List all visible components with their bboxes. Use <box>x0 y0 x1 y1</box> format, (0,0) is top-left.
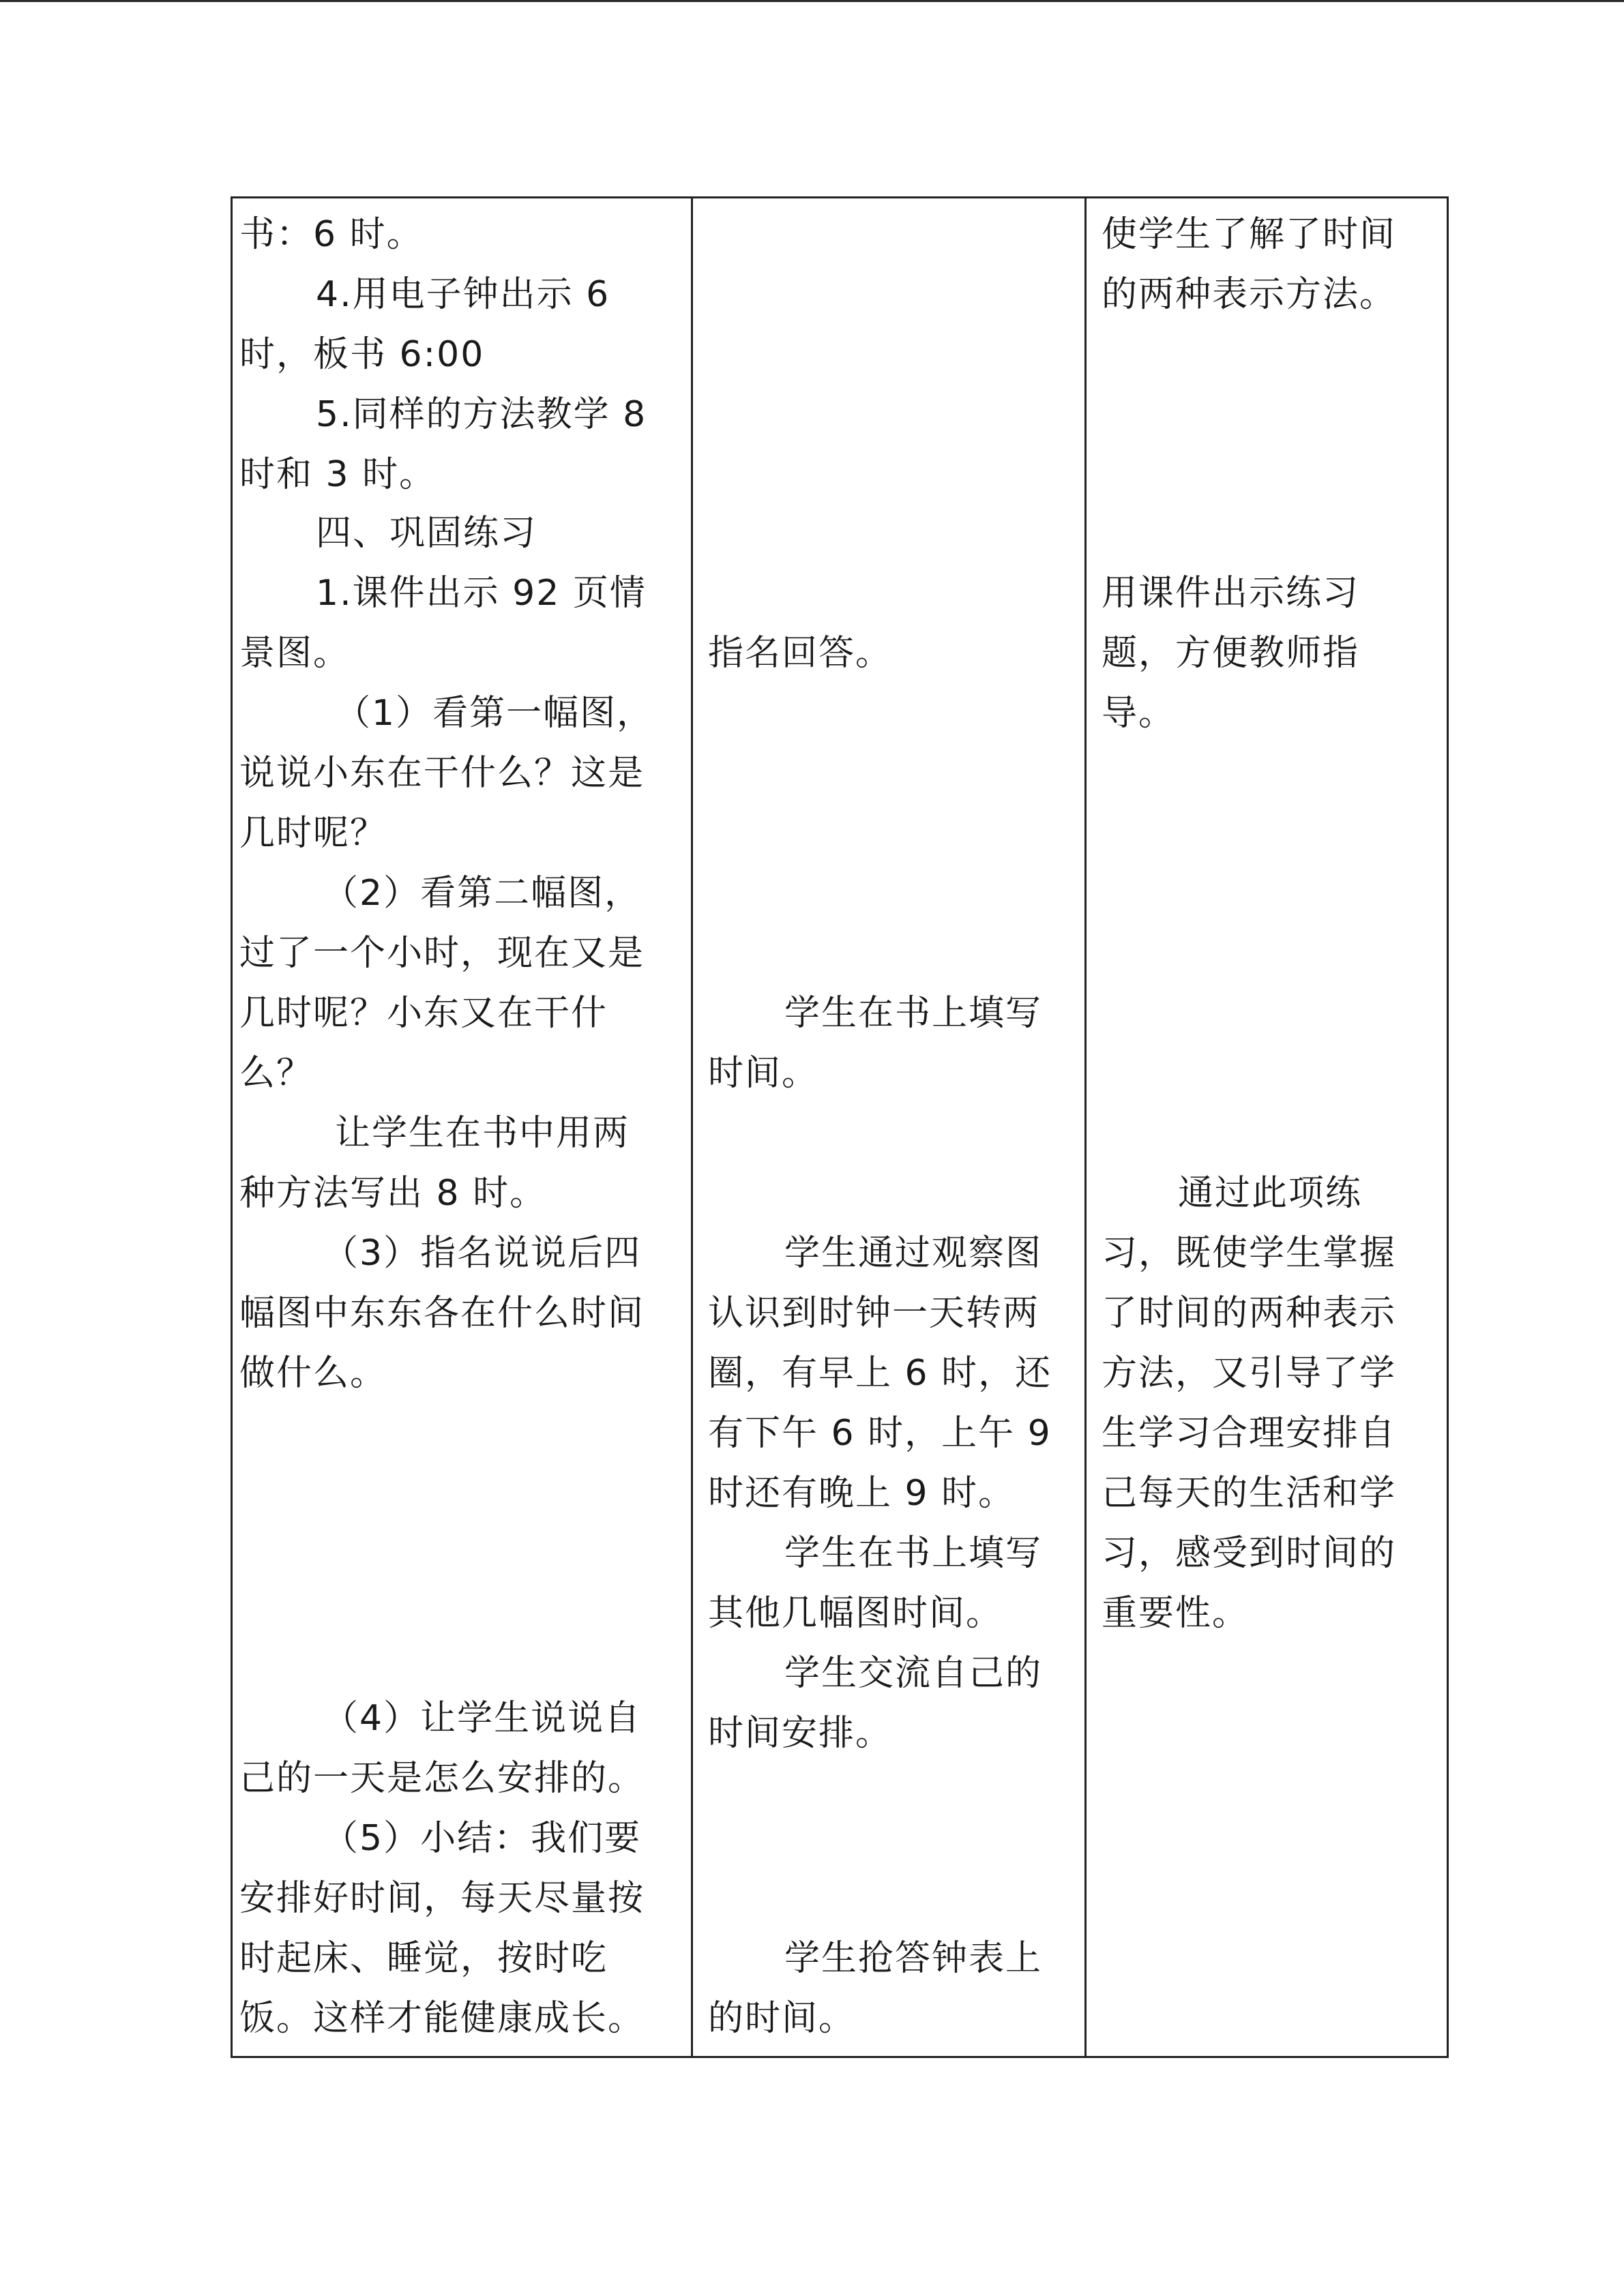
student-line: 学生交流自己的 <box>784 1653 1043 1694</box>
activity-line: 过了一个小时，现在又是 <box>239 933 645 974</box>
student-line: 时间。 <box>708 1053 819 1094</box>
intent-line: 的两种表示方法。 <box>1102 274 1397 315</box>
activity-line: 饭。这样才能健康成长。 <box>239 1998 645 2039</box>
student-line: 有下午 6 时，上午 9 <box>708 1413 1052 1454</box>
student-line: 学生抢答钟表上 <box>784 1938 1043 1979</box>
activity-line: （1）看第一幅图， <box>335 693 654 734</box>
intent-line: 使学生了解了时间 <box>1102 214 1397 255</box>
student-line: 圈，有早上 6 时，还 <box>708 1353 1052 1394</box>
activity-line: 幅图中东东各在什么时间 <box>239 1293 645 1334</box>
activity-line: 让学生在书中用两 <box>335 1113 630 1154</box>
intent-line: 习，既使学生掌握 <box>1102 1233 1397 1274</box>
intent-line: 己每天的生活和学 <box>1102 1473 1397 1514</box>
student-line: 认识到时钟一天转两 <box>708 1293 1040 1334</box>
activity-line: 4.用电子钟出示 6 <box>316 274 610 315</box>
activity-line: 景图。 <box>239 633 351 674</box>
intent-line: 题，方便教师指 <box>1102 633 1360 674</box>
activity-line: （4）让学生说说自 <box>323 1698 642 1739</box>
intent-line: 习，感受到时间的 <box>1102 1533 1397 1574</box>
activity-line: （5）小结：我们要 <box>323 1818 642 1859</box>
intent-line: 通过此项练 <box>1178 1173 1363 1214</box>
activity-line: 几时呢？ <box>239 813 387 854</box>
intent-line: 重要性。 <box>1102 1593 1250 1634</box>
section-heading: 四、巩固练习 <box>316 513 537 554</box>
student-line: 指名回答。 <box>708 633 893 674</box>
intent-line: 用课件出示练习 <box>1102 573 1360 614</box>
activity-line: 安排好时间，每天尽量按 <box>239 1878 645 1919</box>
intent-line: 导。 <box>1102 693 1176 734</box>
student-activities-column <box>691 198 1084 2056</box>
activity-line: 做什么。 <box>239 1353 387 1394</box>
activity-line: 己的一天是怎么安排的。 <box>239 1758 645 1799</box>
intent-line: 方法，又引导了学 <box>1102 1353 1397 1394</box>
activity-line: 种方法写出 8 时。 <box>239 1173 547 1214</box>
teaching-activities-column <box>233 198 691 2056</box>
design-intent-column <box>1084 198 1447 2056</box>
lesson-plan-table <box>231 196 1449 2058</box>
activity-line: 么？ <box>239 1053 314 1094</box>
student-line: 学生通过观察图 <box>784 1233 1043 1274</box>
student-line: 时间安排。 <box>708 1713 893 1754</box>
activity-line: 时起床、睡觉，按时吃 <box>239 1938 608 1979</box>
activity-line: 时，板书 6:00 <box>239 334 485 375</box>
student-line: 的时间。 <box>708 1998 856 2039</box>
intent-line: 了时间的两种表示 <box>1102 1293 1397 1334</box>
student-line: 学生在书上填写 <box>784 993 1043 1034</box>
activity-line: （2）看第二幅图， <box>323 873 642 914</box>
activity-line: 说说小东在干什么？这是 <box>239 753 645 794</box>
student-line: 其他几幅图时间。 <box>708 1593 1003 1634</box>
intent-line: 生学习合理安排自 <box>1102 1413 1397 1454</box>
student-line: 时还有晚上 9 时。 <box>708 1473 1016 1514</box>
page-top-rule <box>0 0 1624 2</box>
activity-line: 几时呢？小东又在干什 <box>239 993 608 1034</box>
activity-line: 5.同样的方法教学 8 <box>316 394 647 435</box>
activity-line: 时和 3 时。 <box>239 454 437 495</box>
activity-line: （3）指名说说后四 <box>323 1233 642 1274</box>
student-line: 学生在书上填写 <box>784 1533 1043 1574</box>
activity-line: 书：6 时。 <box>239 214 424 255</box>
activity-line: 1.课件出示 92 页情 <box>316 573 647 614</box>
